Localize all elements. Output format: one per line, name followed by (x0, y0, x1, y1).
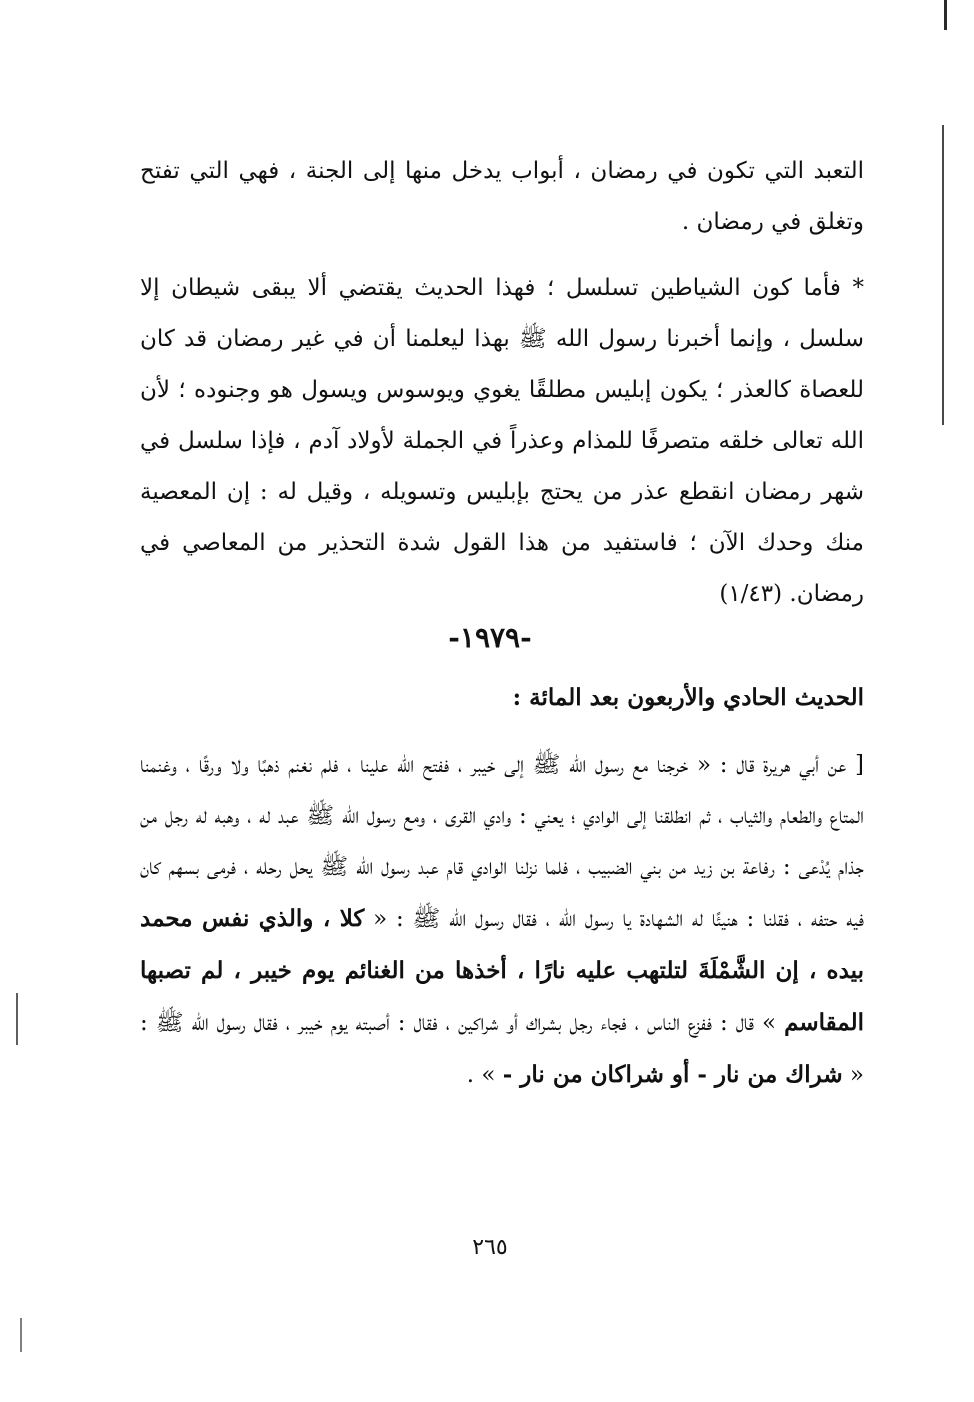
hadith-heading: الحديث الحادي والأربعون بعد المائة : (512, 684, 864, 711)
hadith-text-part: [ عن أبي هريرة قال : « خرجنا مع رسول الله ﷺ إلى خيبر ، ففتح الله علينا ، فلم نغنم ذهبًا ولا ورقًا ، وغنمنا المتاع والطعام والثياب ، ثم انطلقنا إلى الوادي ؛ يعني : وادي القرى ، ومع رسول الله ﷺ عبد له ، وهبه له رجل من جذام يُدْعى : رفاعة بن زيد من بني الضبيب ، فلما نزلنا الوادي قام عبد رسول الله ﷺ يحل رحله ، فرمى بسهم كان فيه حتفه ، فقلنا : هنيئًا له الشهادة يا رسول الله ، فقال رسول الله ﷺ : « (140, 752, 865, 932)
scan-edge-mark (942, 125, 944, 425)
paragraph-continuation: التعبد التي تكون في رمضان ، أبواب يدخل منها إلى الجنة ، فهي التي تفتح وتغلق في رمضان . (140, 158, 864, 235)
hadith-text-part: » قال : ففزع الناس ، فجاء رجل بشراك أو شراكين ، فقال : أصبته يوم خيبر ، فقال رسول الله ﷺ : « (140, 1010, 864, 1088)
scan-edge-mark (944, 0, 947, 30)
scan-edge-mark (20, 1318, 22, 1352)
hadith-text-part: » . (466, 1062, 496, 1088)
hadith-text (140, 740, 864, 1101)
scan-edge-mark (16, 993, 18, 1045)
hadith-number: -١٩٧٩- (448, 621, 532, 654)
hadith-bold-quote: كلا ، والذي نفس محمد بيده ، إن الشَّمْلَةَ لتلتهب عليه نارًا ، أخذها من الغنائم يوم خيبر ، لم تصبها المقاسم (140, 905, 864, 1036)
paragraph-shayatin: * فأما كون الشياطين تسلسل ؛ فهذا الحديث يقتضي ألا يبقى شيطان إلا سلسل ، وإنما أخبرنا رسول الله ﷺ بهذا ليعلمنا أن في غير رمضان قد كان للعصاة كالعذر ؛ يكون إبليس مطلقًا يغوي ويوسوس ويسول هو وجنوده ؛ لأن الله تعالى خلقه متصرفًا للمذام وعذراً في الجملة لأولاد آدم ، فإذا سلسل في شهر رمضان انقطع عذر من يحتج بإبليس وتسويله ، وقيل له : إن المعصية منك وحدك الآن ؛ فاستفيد من هذا القول شدة التحذير من المعاصي في رمضان. (١/٤٣) (140, 275, 864, 607)
page-number: ٢٦٥ (472, 1235, 508, 1260)
hadith-bold-quote: شراك من نار - أو شراكان من نار - (502, 1061, 843, 1088)
